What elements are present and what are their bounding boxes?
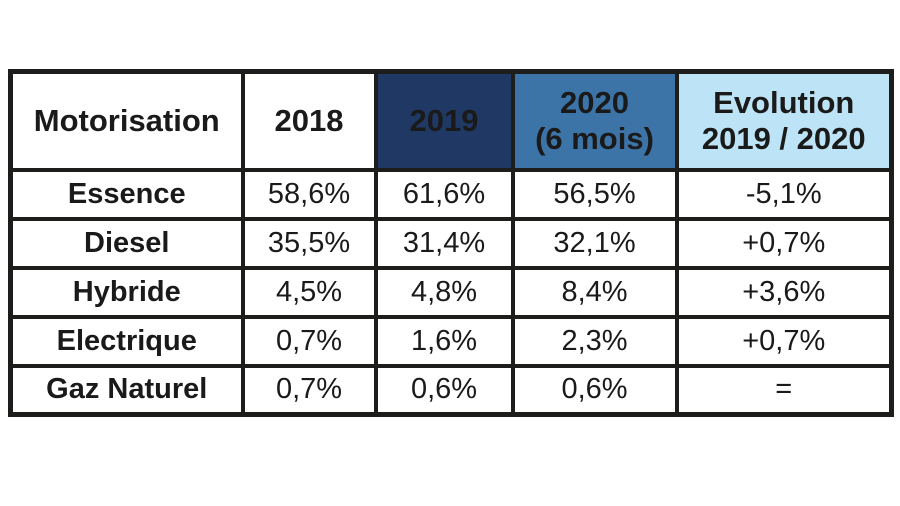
- header-2020-line1: 2020: [560, 85, 629, 121]
- header-evolution: [677, 72, 892, 170]
- row-diesel: [11, 219, 892, 268]
- electrique-2019: 1,6%: [376, 317, 513, 366]
- gaz-naturel-label: Gaz Naturel: [11, 366, 243, 415]
- hybride-label: Hybride: [11, 268, 243, 317]
- essence-2018: 58,6%: [243, 170, 376, 219]
- diesel-2020: 32,1%: [513, 219, 677, 268]
- hybride-2020: 8,4%: [513, 268, 677, 317]
- essence-evolution: -5,1%: [677, 170, 892, 219]
- gaz-naturel-2020: 0,6%: [513, 366, 677, 415]
- row-essence: [11, 170, 892, 219]
- hybride-2018: 4,5%: [243, 268, 376, 317]
- header-row: [11, 72, 892, 170]
- header-evolution-line2: 2019 / 2020: [701, 120, 866, 156]
- diesel-label: Diesel: [11, 219, 243, 268]
- essence-2020: 56,5%: [513, 170, 677, 219]
- diesel-2018: 35,5%: [243, 219, 376, 268]
- header-2020-line2: (6 mois): [535, 120, 654, 156]
- essence-label: Essence: [11, 170, 243, 219]
- diesel-2019: 31,4%: [376, 219, 513, 268]
- row-gaz-naturel: [11, 366, 892, 415]
- electrique-label: Electrique: [11, 317, 243, 366]
- diesel-evolution: +0,7%: [677, 219, 892, 268]
- gaz-naturel-2019: 0,6%: [376, 366, 513, 415]
- header-2018: 2018: [243, 72, 376, 170]
- gaz-naturel-2018: 0,7%: [243, 366, 376, 415]
- essence-2019: 61,6%: [376, 170, 513, 219]
- electrique-evolution: +0,7%: [677, 317, 892, 366]
- header-2020: [513, 72, 677, 170]
- header-evolution-line1: Evolution: [713, 85, 855, 121]
- header-2019: 2019: [376, 72, 513, 170]
- hybride-2019: 4,8%: [376, 268, 513, 317]
- electrique-2020: 2,3%: [513, 317, 677, 366]
- row-hybride: [11, 268, 892, 317]
- header-motorisation: Motorisation: [11, 72, 243, 170]
- hybride-evolution: +3,6%: [677, 268, 892, 317]
- electrique-2018: 0,7%: [243, 317, 376, 366]
- row-electrique: [11, 317, 892, 366]
- gaz-naturel-evolution: =: [677, 366, 892, 415]
- motorisation-table: [8, 69, 894, 417]
